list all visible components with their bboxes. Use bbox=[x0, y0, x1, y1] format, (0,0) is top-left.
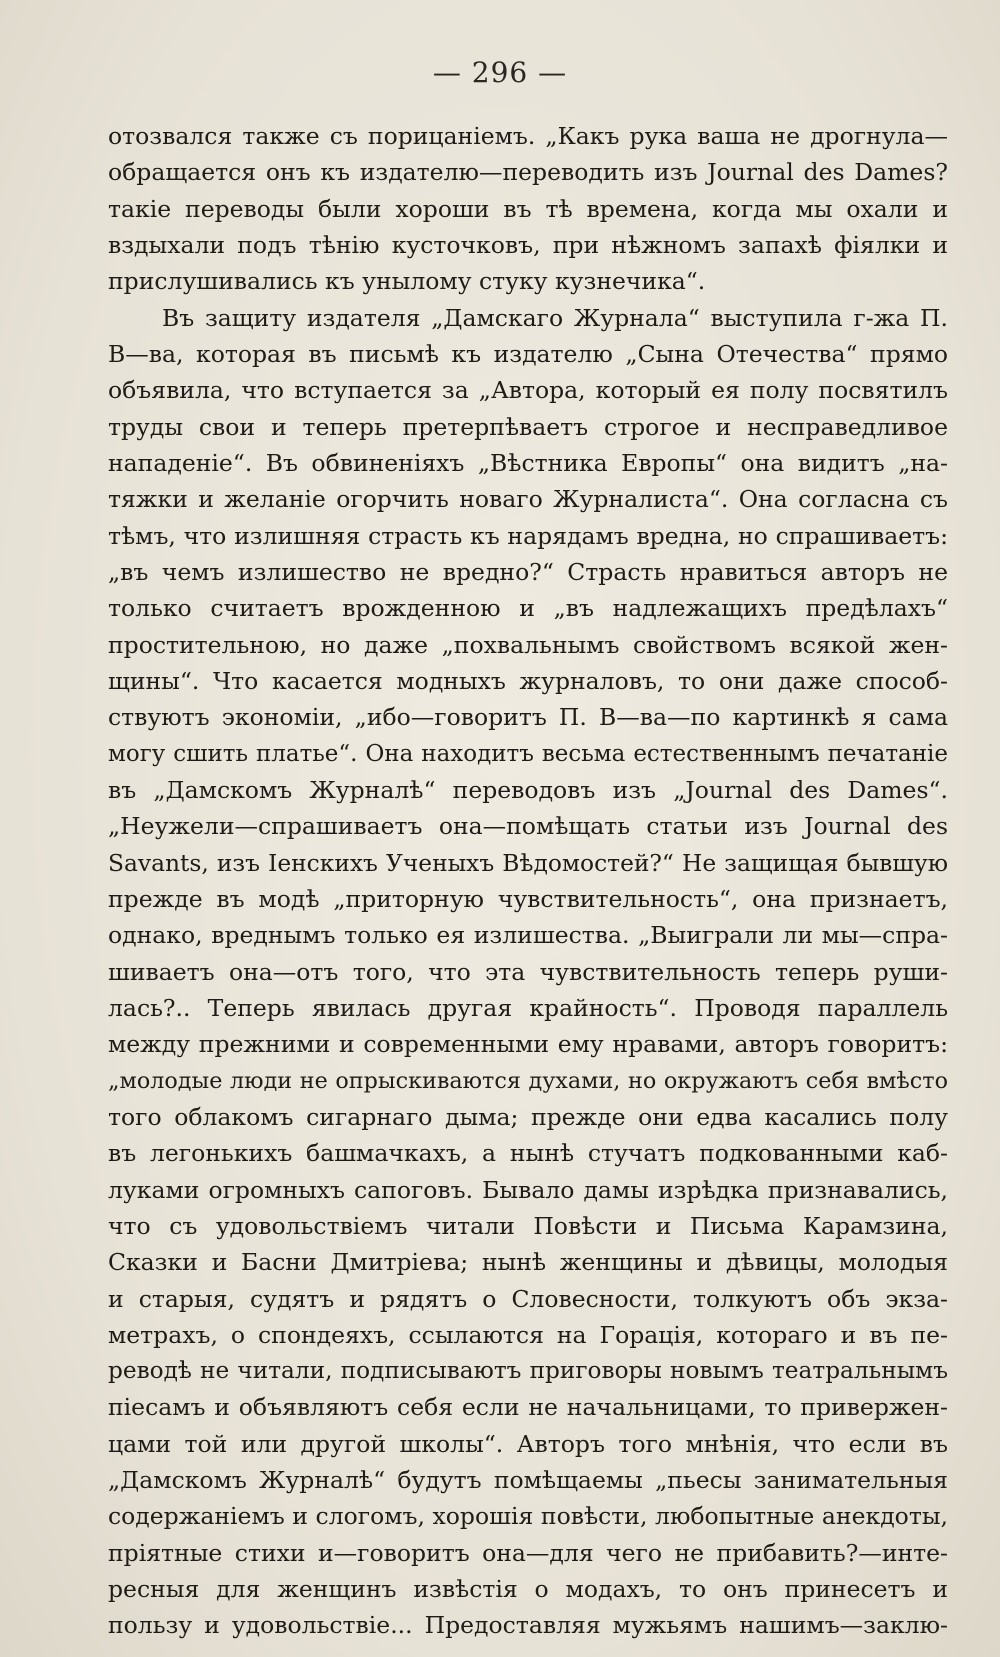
text-line: „Неужели—спрашиваетъ она—помѣщать статьи изъ Journal des bbox=[108, 812, 948, 841]
text-line: Сказки и Басни Дмитріева; нынѣ женщины и дѣвицы, молодыя bbox=[108, 1248, 948, 1277]
text-line: піесамъ и объявляютъ себя если не начальницами, то привержен- bbox=[108, 1393, 948, 1422]
text-line: Въ защиту издателя „Дамскаго Журнала“ выступила г-жа П. bbox=[162, 303, 948, 332]
text-line: шиваетъ она—отъ того, что эта чувствительность теперь руши- bbox=[108, 957, 948, 986]
text-line: прежде въ модѣ „приторную чувствительность“, она признаетъ, bbox=[108, 884, 948, 913]
text-line: содержаніемъ и слогомъ, хорошія повѣсти, любопытные анекдоты, bbox=[108, 1502, 948, 1531]
text-line: въ „Дамскомъ Журналѣ“ переводовъ изъ „Journal des Dames“. bbox=[108, 775, 948, 804]
text-line: такіе переводы были хороши въ тѣ времена, когда мы охали и bbox=[108, 194, 948, 223]
text-line: объявила, что вступается за „Автора, который ея полу посвятилъ bbox=[108, 376, 948, 405]
text-line: однако, вреднымъ только ея излишества. „Выиграли ли мы—спра- bbox=[108, 921, 948, 950]
text-line: Savants, изъ Іенскихъ Ученыхъ Вѣдомостей?“ Не защищая бывшую bbox=[108, 848, 948, 877]
text-line: и старыя, судятъ и рядятъ о Словесности, толкуютъ объ экза- bbox=[108, 1284, 948, 1313]
text-line: могу сшить платье“. Она находитъ весьма естественнымъ печатаніе bbox=[108, 740, 948, 767]
text-line: „Дамскомъ Журналѣ“ будутъ помѣщаемы „пьесы занимательныя bbox=[108, 1466, 948, 1495]
text-line: въ легонькихъ башмачкахъ, а нынѣ стучатъ подкованными каб- bbox=[108, 1139, 948, 1168]
text-line: „въ чемъ излишество не вредно?“ Страсть нравиться авторъ не bbox=[108, 557, 948, 586]
text-line: между прежними и современными ему нравами, авторъ говоритъ: bbox=[108, 1030, 948, 1059]
text-line: В—ва, которая въ письмѣ къ издателю „Сына Отечества“ прямо bbox=[108, 339, 948, 368]
text-line: простительною, но даже „похвальнымъ свойствомъ всякой жен- bbox=[108, 630, 948, 659]
text-line: „молодые люди не опрыскиваются духами, но окружаютъ себя вмѣсто bbox=[108, 1067, 948, 1094]
text-line: прислушивались къ унылому стуку кузнечика“. bbox=[108, 267, 706, 296]
text-line: что съ удовольствіемъ читали Повѣсти и Письма Карамзина, bbox=[108, 1211, 948, 1240]
text-line: реводѣ не читали, подписываютъ приговоры новымъ театральнымъ bbox=[108, 1357, 948, 1385]
page-number: — 296 — bbox=[432, 56, 568, 89]
text-line: того облакомъ сигарнаго дыма; прежде они едва касались полу bbox=[108, 1102, 948, 1131]
text-line: лась?.. Теперь явилась другая крайность“. Проводя параллель bbox=[108, 993, 948, 1022]
text-line: щины“. Что касается модныхъ журналовъ, то они даже способ- bbox=[108, 666, 948, 695]
text-line: труды свои и теперь претерпѣваетъ строгое и несправедливое bbox=[108, 412, 948, 441]
text-line: ресныя для женщинъ извѣстія о модахъ, то онъ принесетъ и bbox=[108, 1575, 948, 1604]
body-text bbox=[108, 118, 948, 1644]
text-line: только считаетъ врожденною и „въ надлежащихъ предѣлахъ“ bbox=[108, 594, 948, 623]
text-line: тяжки и желаніе огорчить новаго Журналиста“. Она согласна съ bbox=[108, 485, 948, 514]
text-line: метрахъ, о спондеяхъ, ссылаются на Горація, котораго и въ пе- bbox=[108, 1320, 948, 1349]
text-line: луками огромныхъ сапоговъ. Бывало дамы изрѣдка признавались, bbox=[108, 1175, 948, 1204]
text-line: вздыхали подъ тѣнію кусточковъ, при нѣжномъ запахѣ фіялки и bbox=[108, 230, 948, 259]
text-line: тѣмъ, что излишняя страсть къ нарядамъ вредна, но спрашиваетъ: bbox=[108, 521, 948, 550]
text-line: обращается онъ къ издателю—переводить изъ Journal des Dames? bbox=[108, 158, 948, 187]
text-line: нападеніе“. Въ обвиненіяхъ „Вѣстника Европы“ она видитъ „на- bbox=[108, 448, 948, 477]
text-line: пріятные стихи и—говоритъ она—для чего не прибавить?—инте- bbox=[108, 1538, 948, 1567]
text-line: ствуютъ экономіи, „ибо—говоритъ П. В—ва—по картинкѣ я сама bbox=[108, 703, 948, 732]
text-line: пользу и удовольствіе... Предоставляя мужьямъ нашимъ—заклю- bbox=[108, 1611, 948, 1640]
text-line: цами той или другой школы“. Авторъ того мнѣнія, что если въ bbox=[108, 1429, 948, 1458]
text-line: отозвался также съ порицаніемъ. „Какъ рука ваша не дрогнула— bbox=[108, 122, 948, 150]
